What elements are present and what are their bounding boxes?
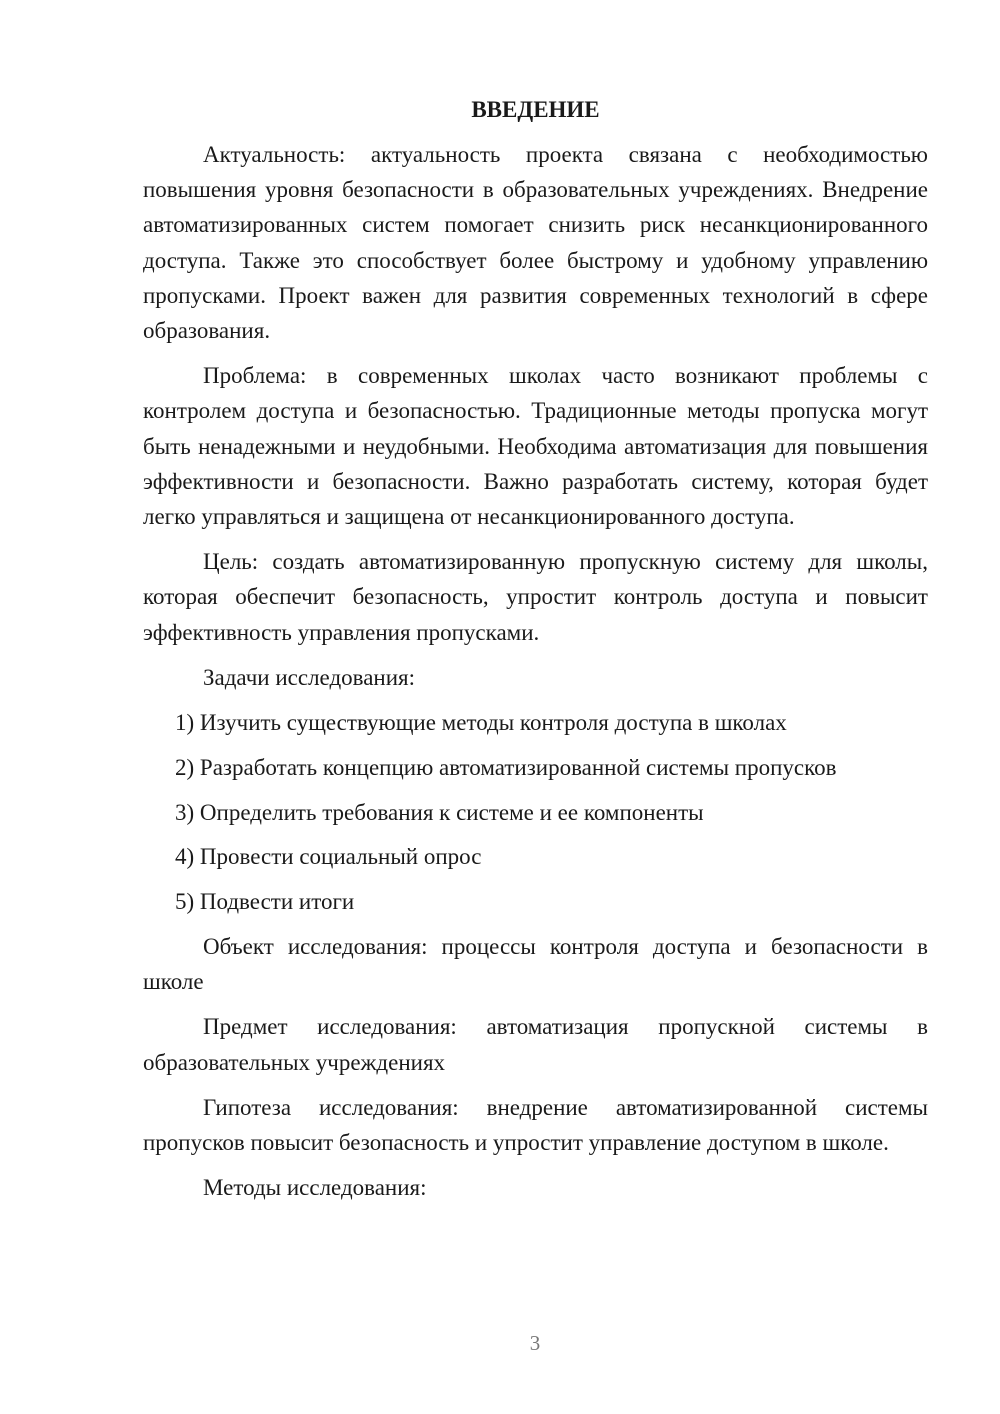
- hypothesis-paragraph: Гипотеза исследования: внедрение автоматизированной системы пропусков повысит безопасность и упростит управление доступом в школе.: [143, 1094, 928, 1156]
- list-item: 1) Изучить существующие методы контроля доступа в школах: [175, 710, 787, 736]
- page-content: [143, 92, 928, 1215]
- methods-heading: Методы исследования:: [203, 1175, 427, 1201]
- subject-paragraph: Предмет исследования: автоматизация пропускной системы в образовательных учреждениях: [143, 1014, 928, 1075]
- tasks-heading: Задачи исследования:: [203, 664, 416, 690]
- list-item: 2) Разработать концепцию автоматизированной системы пропусков: [175, 754, 837, 780]
- goal-paragraph: Цель: создать автоматизированную пропускную систему для школы, которая обеспечит безопасность, упростит контроль доступа и повысит эффективность управления пропусками.: [143, 549, 928, 645]
- list-item: 4) Провести социальный опрос: [175, 844, 482, 870]
- page-title: ВВЕДЕНИЕ: [471, 97, 600, 122]
- object-paragraph: Объект исследования: процессы контроля доступа и безопасности в школе: [143, 934, 928, 995]
- problem-paragraph: Проблема: в современных школах часто возникают проблемы с контролем доступа и безопасностью. Традиционные методы пропуска могут быть ненадежными и неудобными. Необходима автоматизация для повышения эффективности и безопасности. Важно разработать систему, которая будет легко управляться и защищена от несанкционированного доступа.: [143, 363, 928, 530]
- page-number: 3: [529, 1331, 541, 1355]
- list-item: 5) Подвести итоги: [175, 889, 355, 915]
- tasks-list: [143, 705, 928, 919]
- relevance-paragraph: Актуальность: актуальность проекта связана с необходимостью повышения уровня безопасности в образовательных учреждениях. Внедрение автоматизированных систем помогает снизить риск несанкционированного доступа. Также это способствует более быстрому и удобному управлению пропусками. Проект важен для развития современных технологий в сфере образования.: [143, 142, 928, 344]
- list-item: 3) Определить требования к системе и ее компоненты: [175, 799, 704, 825]
